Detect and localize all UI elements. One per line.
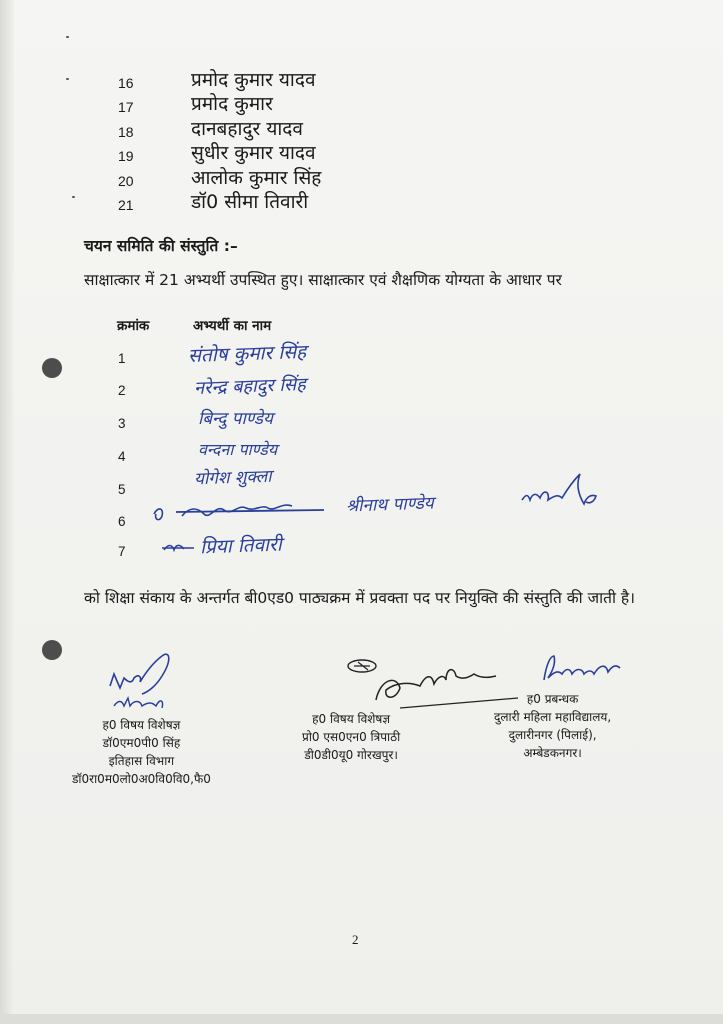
struck-out-entry <box>148 492 348 528</box>
handwritten-name: नरेन्द्र बहादुर सिंह <box>193 374 307 399</box>
candidate-name: प्रमोद कुमार <box>191 93 273 116</box>
handwritten-name: वन्दना पाण्डेय <box>198 440 278 459</box>
column-header-name: अभ्यर्थी का नाम <box>193 318 272 334</box>
page-number: 2 <box>352 932 359 947</box>
closing-paragraph: को शिक्षा संकाय के अन्तर्गत बी0एड0 पाठ्यक्रम में प्रवक्ता पद पर नियुक्ति की संस्तुति की जाती है। <box>84 589 635 607</box>
list-number: 17 <box>118 99 134 116</box>
signatory-name: डॉ0एम0पी0 सिंह <box>102 736 181 750</box>
signature-block-expert-1 <box>72 716 211 788</box>
list-number: 19 <box>118 148 134 165</box>
scan-speck <box>66 78 69 80</box>
row-number: 7 <box>118 544 126 559</box>
handwritten-name: प्रिया तिवारी <box>199 533 283 559</box>
list-number: 16 <box>118 75 134 91</box>
signatory-district: अम्बेडकनगर। <box>523 746 582 760</box>
row-number: 6 <box>118 514 126 529</box>
intro-paragraph: साक्षात्कार में 21 अभ्यर्थी उपस्थित हुए। साक्षात्कार एवं शैक्षणिक योग्यता के आधार पर <box>84 271 562 289</box>
handwritten-name: बिन्दु पाण्डेय <box>198 409 273 429</box>
row-number: 4 <box>118 449 126 464</box>
list-number: 21 <box>118 196 134 213</box>
handwritten-name: संतोष कुमार सिंह <box>187 340 307 368</box>
struck-out-mark <box>160 538 200 558</box>
signature-block-expert-2 <box>302 710 400 764</box>
signatory-name: दुलारी महिला महाविद्यालय, <box>494 710 612 724</box>
row-number: 5 <box>118 482 126 497</box>
scan-speck <box>72 196 75 198</box>
row-number: 1 <box>118 351 126 366</box>
signatory-role: ह0 विषय विशेषज्ञ <box>102 718 181 732</box>
signature-scribble <box>536 650 646 690</box>
scan-edge-bottom <box>0 1014 723 1024</box>
row-number: 2 <box>118 383 126 398</box>
column-header-serial: क्रमांक <box>117 318 150 334</box>
candidate-name: दानबहादुर यादव <box>191 117 303 140</box>
handwritten-name: श्रीनाथ पाण्डेय <box>345 493 435 517</box>
signature-scribble <box>100 650 210 718</box>
handwritten-name: योगेश शुक्ला <box>193 466 272 490</box>
list-number: 18 <box>118 123 134 140</box>
signatory-institution: डी0डी0यू0 गोरखपुर। <box>304 748 398 762</box>
candidate-name: डॉ0 सीमा तिवारी <box>191 190 309 213</box>
candidate-name: आलोक कुमार सिंह <box>191 166 322 189</box>
scan-edge-left <box>0 0 14 1024</box>
signatory-department: इतिहास विभाग <box>108 754 175 768</box>
signatory-name: प्रो0 एस0एन0 त्रिपाठी <box>302 730 401 744</box>
initials-signature <box>518 470 610 514</box>
signature-block-manager <box>494 690 611 762</box>
candidate-name: सुधीर कुमार यादव <box>191 142 316 165</box>
section-heading: चयन समिति की संस्तुति :– <box>84 237 238 255</box>
list-number: 20 <box>118 172 134 189</box>
scan-speck <box>66 36 69 38</box>
candidate-name: प्रमोद कुमार यादव <box>191 69 316 91</box>
signatory-role: ह0 प्रबन्धक <box>526 692 579 706</box>
punch-hole <box>42 358 62 378</box>
signatory-institution: डॉ0रा0म0लो0अ0वि0वि0,फै0 <box>72 772 211 786</box>
row-number: 3 <box>118 416 126 431</box>
signatory-role: ह0 विषय विशेषज्ञ <box>312 712 391 726</box>
signatory-address: दुलारीनगर (पिलाई), <box>508 728 597 742</box>
punch-hole <box>42 640 62 660</box>
